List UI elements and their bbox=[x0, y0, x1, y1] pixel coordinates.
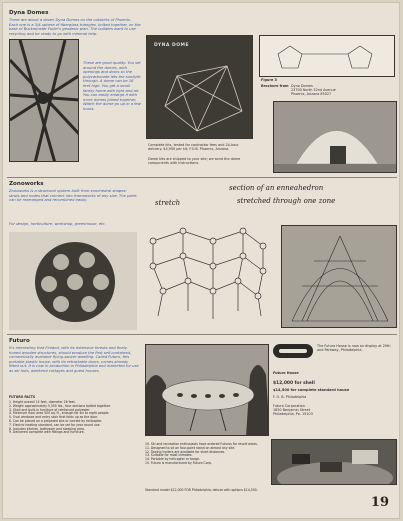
fact-item: 6. Can be placed on a prepared site or carried by helicopter. bbox=[9, 418, 103, 423]
dome-diagram-drawing bbox=[260, 36, 395, 77]
fact-item: 10. Ski and recreation enthusiasts have ordered Futuros for resort areas. bbox=[145, 442, 258, 446]
dome-frame-drawing bbox=[10, 40, 79, 162]
catalog-page bbox=[2, 2, 400, 519]
fact-item: 9. Delivered complete with fittings and furniture. bbox=[9, 430, 85, 435]
fact-item: 4. Minimum floor area 500 sq. ft., enough for six to eight people. bbox=[9, 411, 110, 416]
section-note: section of an enneahedron bbox=[229, 184, 324, 192]
page-number: 19 bbox=[370, 495, 389, 510]
geodesic-photo bbox=[281, 225, 397, 328]
fact-item: 13. Suitable for most climates. bbox=[145, 453, 193, 458]
futuro-facts-title: FUTURO FACTS bbox=[9, 395, 36, 399]
dyna-dome-photo bbox=[146, 35, 253, 139]
white-dome-drawing bbox=[274, 102, 397, 173]
fact-item: 3. Shell and built-in furniture of reinforced polyester. bbox=[9, 407, 91, 412]
fact-item: 8. Includes kitchen, bathroom and sleeping area. bbox=[9, 426, 85, 431]
fact-item: 14. Portable by helicopter or barge. bbox=[145, 457, 201, 462]
stretched-note: stretched through one zone bbox=[237, 197, 336, 205]
futuro-interior-drawing bbox=[272, 440, 397, 485]
stretch-note: stretch bbox=[155, 199, 181, 207]
dome-frame-photo bbox=[9, 39, 79, 162]
futuro-house-drawing bbox=[146, 345, 269, 436]
zonohedron-drawing bbox=[9, 232, 137, 330]
fact-item: 11. Designed to sit on four-point stand on almost any site. bbox=[145, 445, 236, 450]
futuro-price-1: $12,000 for shell bbox=[273, 381, 315, 386]
zonoworks-divider bbox=[7, 334, 397, 335]
futuro-corp-address: Futuro Corporation 1850 Benjamin Street Philadelphia, Pa. 19103 bbox=[273, 404, 313, 417]
dome-diagram bbox=[259, 35, 395, 77]
fact-item: 15. Futuro is manufactured by Futuro Corp. bbox=[145, 460, 212, 465]
dome-column-text: These are good quality. You set around the domes, with openings and doors so the polycarbonate lets the sunlight through. A dome can be 16 feet high. You get a small family home with light and air. You can easily enlarge it with more domes joined together. Watch the dome go up in a few hours. bbox=[83, 61, 141, 111]
futuro-logo bbox=[273, 344, 313, 358]
fact-item: 5. Oval windows and entry stair that folds up as the door. bbox=[9, 415, 98, 420]
dome-caption-2: Dome kits are shipped to your site; we send the dome components with instructions. bbox=[148, 157, 241, 166]
futuro-facts-list bbox=[9, 401, 145, 435]
futuro-section-header: Futuro bbox=[9, 338, 30, 344]
dyna-dome-drawing bbox=[147, 36, 253, 139]
fact-item: 7. Electric heating standard, can be set for year round use. bbox=[9, 422, 101, 427]
futuro-interior-photo bbox=[271, 439, 397, 485]
futuro-fob: F. O. B. Philadelphia bbox=[273, 395, 307, 399]
futuro-facts-list-right bbox=[145, 443, 267, 466]
zonohedron-photo bbox=[9, 232, 137, 330]
zonoworks-intro: Zonoworks is a structural system built from zonohedral shapes: struts and nodes that connect into frameworks of any size. The parts can be rearranged and recombined easily. bbox=[9, 189, 137, 203]
dome-caption: Complete kits, tested for contractor fees and 24-hour delivery. $4,950 per kit, F.O.B. Phoenix, Arizona. bbox=[148, 143, 239, 152]
fact-item: 12. Towing trailers are available for short distances. bbox=[145, 449, 226, 454]
futuro-pricing-note: Standard model $12,000 FOB Philadelphia; deluxe with options $14,500. bbox=[145, 488, 258, 492]
white-dome-photo bbox=[273, 101, 397, 173]
lattice-svg bbox=[143, 211, 273, 325]
lattice-drawing bbox=[143, 211, 273, 325]
dome-figure-label: Figure 3 bbox=[261, 78, 277, 82]
dome-address: Dyna Domes 23700 North 32nd Avenue Phoenix, Arizona 85027 bbox=[291, 84, 336, 97]
dome-intro-text: There are about a dozen Dyna Domes on the outskirts of Phoenix. Each one is a 3/4-sphere of fiberglass triangles, bolted together, on the base of Buckminster Fuller's geodesic plan. The builders want to use recycling and be ready to go with minimal help. bbox=[9, 18, 141, 36]
futuro-price-2: $14,500 for complete standard house bbox=[273, 388, 350, 392]
geodesic-drawing bbox=[282, 226, 397, 328]
zonoworks-section-header: Zonoworks bbox=[9, 181, 44, 187]
dome-source-label: Brochure from bbox=[261, 84, 289, 88]
fact-item: 2. Weight approximately 5,500 lbs., four sections bolted together. bbox=[9, 403, 111, 408]
fact-item: 1. Height overall 14 feet, diameter 26 feet. bbox=[9, 400, 76, 404]
futuro-display-note: The Futuro House is now on display at 20th and Parkway, Philadelphia. bbox=[317, 344, 391, 353]
dyna-dome-photo-title: DYNA DOME bbox=[154, 43, 190, 48]
futuro-intro: It's interesting that Finland, with its extensive forests and finely-honed wooden structures, should produce the first self-contained, commercially available flying-saucer dwelling. Called Futuro, this portable plastic house, with its retractable doors, comes already fitted out. It is now in production in Philadelphia and marketed for use as ski huts, weekend cottages and guest houses. bbox=[9, 346, 139, 373]
dome-divider bbox=[7, 177, 397, 178]
zonoworks-note: For design, horticulture, workshop, greenhouse, etc. bbox=[9, 222, 106, 226]
futuro-house-label: Futuro House bbox=[273, 371, 299, 375]
dome-section-header: Dyna Domes bbox=[9, 10, 49, 16]
futuro-house-photo bbox=[145, 344, 269, 436]
